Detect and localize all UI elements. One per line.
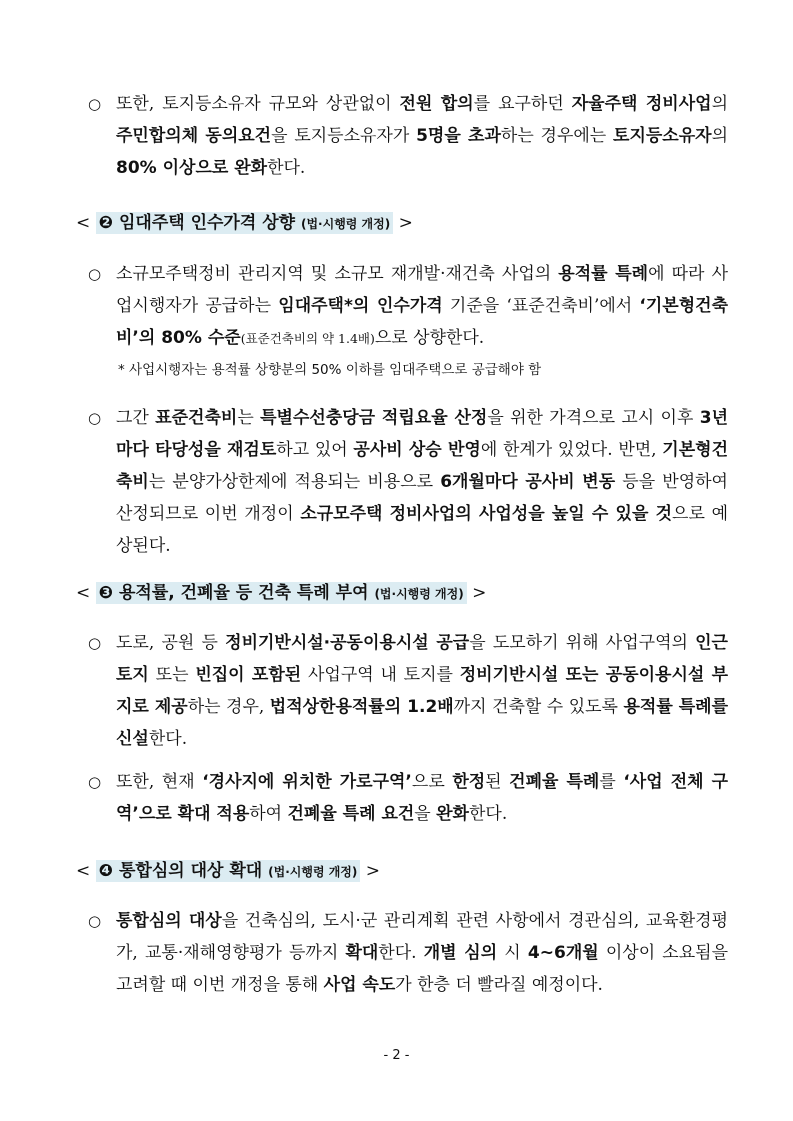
paragraph-text: 그간 표준건축비는 특별수선충당금 적립요율 산정을 위한 가격으로 고시 이후 3년마다 타당성을 재검토하고 있어 공사비 상승 반영에 한계가 있었다. 반면, 기본형건축비는 분양가상한제에 적용되는 비용으로 6개월마다 공사비 변동 등을 반영하여 산정되므로 이번 개정이 소규모주택 정비사업의 사업성을 높일 수 있을 것으로 예상된다. — [116, 408, 728, 556]
paragraph-floor-area-ratio — [88, 627, 728, 755]
bullet-circle-icon: ○ — [88, 912, 102, 930]
section-heading-2: < ❷ 임대주택 인수가격 상향 (법·시행령 개정) > — [76, 213, 413, 233]
footnote-rental: * 사업시행자는 용적률 상향분의 50% 이하를 임대주택으로 공급해야 함 — [118, 362, 542, 378]
paragraph-text: 소규모주택정비 관리지역 및 소규모 재개발·재건축 사업의 용적률 특례에 따라 사업시행자가 공급하는 임대주택*의 인수가격 기준을 ‘표준건축비’에서 ‘기본형건축비’의 80% 수준(표준건축비의 약 1.4배)으로 상향한다. — [116, 264, 729, 348]
section-heading-3: < ❸ 용적률, 건폐율 등 건축 특례 부여 (법·시행령 개정) > — [76, 583, 487, 603]
paragraph-rental-price — [88, 258, 728, 355]
bullet-circle-icon: ○ — [88, 634, 102, 652]
paragraph-consent-requirement — [88, 88, 728, 184]
paragraph-standard-cost — [88, 402, 728, 562]
section-heading-highlight: ❹ 통합심의 대상 확대 (법·시행령 개정) — [96, 860, 361, 882]
section-heading-highlight: ❷ 임대주택 인수가격 상향 (법·시행령 개정) — [96, 212, 394, 234]
paragraph-text: 또한, 현재 ‘경사지에 위치한 가로구역’으로 한정된 건폐율 특례를 ‘사업 전체 구역’으로 확대 적용하여 건폐율 특례 요건을 완화한다. — [116, 772, 729, 824]
section-heading-highlight: ❸ 용적률, 건폐율 등 건축 특례 부여 (법·시행령 개정) — [96, 582, 467, 604]
bullet-circle-icon: ○ — [88, 409, 102, 427]
paragraph-integrated-review — [88, 905, 728, 1001]
number-2-icon: ❷ — [98, 213, 114, 233]
bullet-circle-icon: ○ — [88, 265, 102, 283]
page-number: - 2 - — [383, 1048, 410, 1063]
paragraph-text: 통합심의 대상을 건축심의, 도시·군 관리계획 관련 사항에서 경관심의, 교육환경평가, 교통·재해영향평가 등까지 확대한다. 개별 심의 시 4~6개월 이상이 소요됨을 고려할 때 이번 개정을 통해 사업 속도가 한층 더 빨라질 예정이다. — [116, 911, 728, 995]
number-3-icon: ❸ — [98, 583, 114, 603]
number-4-icon: ❹ — [98, 861, 114, 881]
paragraph-text: 또한, 토지등소유자 규모와 상관없이 전원 합의를 요구하던 자율주택 정비사업의 주민합의체 동의요건을 토지등소유자가 5명을 초과하는 경우에는 토지등소유자의 80% 이상으로 완화한다. — [116, 94, 729, 178]
paragraph-text: 도로, 공원 등 정비기반시설·공동이용시설 공급을 도모하기 위해 사업구역의 인근 토지 또는 빈집이 포함된 사업구역 내 토지를 정비기반시설 또는 공동이용시설 부지로 제공하는 경우, 법적상한용적률의 1.2배까지 건축할 수 있도록 용적률 특례를 신설한다. — [116, 633, 729, 749]
paragraph-building-coverage — [88, 766, 728, 830]
section-heading-4: < ❹ 통합심의 대상 확대 (법·시행령 개정) > — [76, 861, 381, 881]
bullet-circle-icon: ○ — [88, 773, 102, 791]
bullet-circle-icon: ○ — [88, 95, 102, 113]
